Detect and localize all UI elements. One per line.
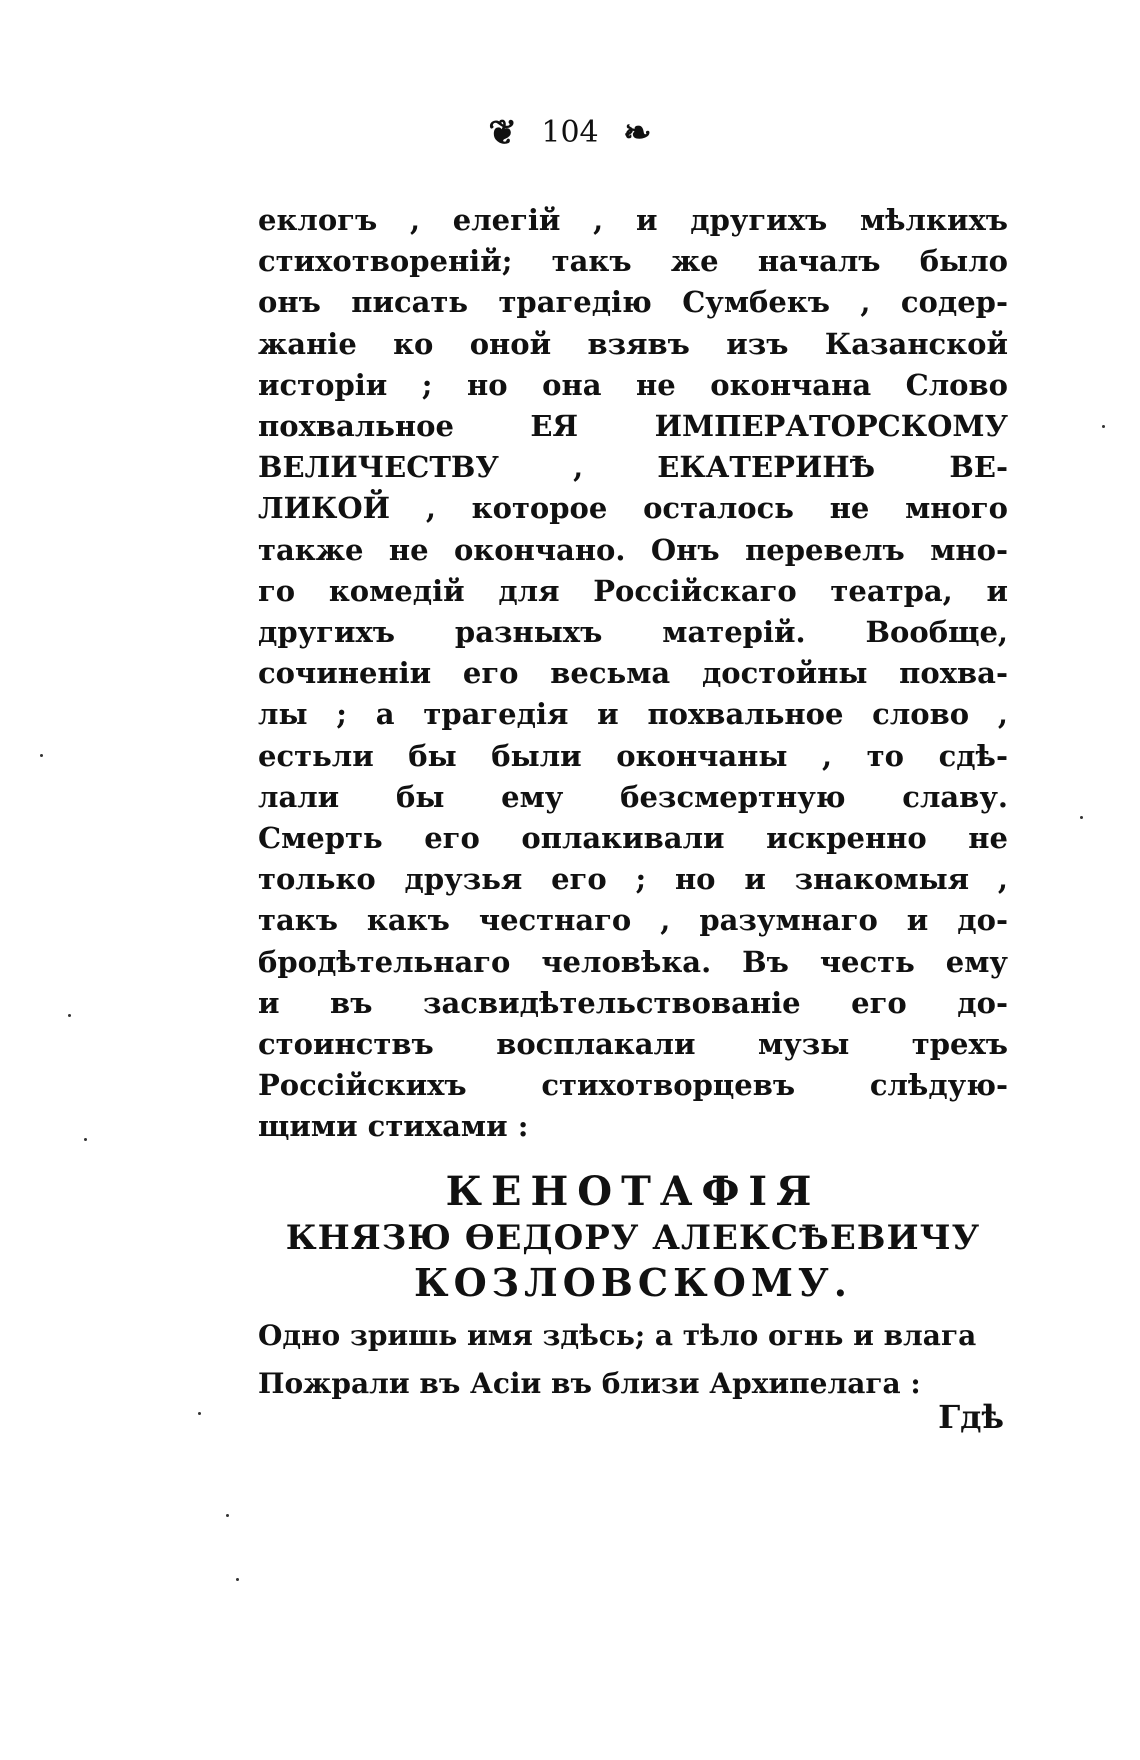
page-header bbox=[0, 112, 1140, 153]
title-line-2: КНЯЗЮ ѲЕДОРУ АЛЕКСѢЕВИЧУ bbox=[285, 1218, 981, 1258]
text-line: щими стихами : bbox=[258, 1109, 529, 1144]
text-line: бродѣтельнаго человѣка. Въ честь ему bbox=[258, 944, 1008, 979]
print-speck bbox=[1080, 816, 1083, 819]
text-line: только друзья его ; но и знакомыя , bbox=[258, 862, 1008, 897]
print-speck bbox=[236, 1578, 239, 1581]
text-line: такъ какъ честнаго , разумнаго и до- bbox=[258, 903, 1008, 938]
text-line: стоинствъ восплакали музы трехъ bbox=[258, 1027, 1008, 1062]
text-line: и въ засвидѣтельствованіе его до- bbox=[258, 985, 1008, 1020]
text-line: Россійскихъ стихотворцевъ слѣдую- bbox=[258, 1068, 1008, 1103]
print-speck bbox=[40, 754, 43, 757]
catchword: Гдѣ bbox=[938, 1398, 1004, 1436]
text-line: ВЕЛИЧЕСТВУ , ЕКАТЕРИНѢ ВЕ- bbox=[258, 450, 1008, 485]
body-paragraph bbox=[258, 200, 1008, 1148]
print-speck bbox=[226, 1514, 229, 1517]
verse-line: Пожрали въ Асіи въ близи Архипелага : bbox=[258, 1367, 921, 1400]
print-speck bbox=[84, 1138, 87, 1141]
print-speck bbox=[1102, 425, 1105, 428]
right-ornament-icon: ❧ bbox=[623, 113, 652, 153]
text-line: также не окончано. Онъ перевелъ мно- bbox=[258, 532, 1008, 567]
text-line: стихотвореній; такъ же началъ было bbox=[258, 244, 1008, 279]
print-speck bbox=[198, 1412, 201, 1415]
text-line: ЛИКОЙ , которое осталось не много bbox=[258, 491, 1008, 526]
title-line-1: КЕНОТАФІЯ bbox=[445, 1168, 821, 1215]
title-line-3: КОЗЛОВСКОМУ. bbox=[414, 1260, 852, 1305]
print-speck bbox=[68, 1014, 71, 1017]
verse-block bbox=[258, 1312, 1008, 1408]
text-line: лали бы ему безсмертную славу. bbox=[258, 779, 1008, 814]
text-line: Смерть его оплакивали искренно не bbox=[258, 821, 1008, 856]
text-line: похвальное ЕЯ ИМПЕРАТОРСКОМУ bbox=[258, 409, 1008, 444]
epitaph-title bbox=[258, 1168, 1008, 1306]
text-line: жаніе ко оной взявъ изъ Казанской bbox=[258, 326, 1008, 361]
left-ornament-icon: ❦ bbox=[488, 113, 517, 153]
text-line: другихъ разныхъ матерій. Вообще, bbox=[258, 615, 1008, 650]
text-line: сочиненіи его весьма достойны похва- bbox=[258, 656, 1008, 691]
text-line: исторіи ; но она не окончана Слово bbox=[258, 367, 1008, 402]
text-line: естьли бы были окончаны , то сдѣ- bbox=[258, 738, 1008, 773]
verse-line: Одно зришь имя здѣсь; а тѣло огнь и влага bbox=[258, 1319, 977, 1352]
text-line: лы ; а трагедія и похвальное слово , bbox=[258, 697, 1008, 732]
page-number: 104 bbox=[541, 115, 599, 150]
text-line: еклогъ , елегій , и другихъ мѣлкихъ bbox=[258, 203, 1008, 237]
text-line: онъ писать трагедію Сумбекъ , содер- bbox=[258, 285, 1008, 320]
text-line: го комедій для Россійскаго театра, и bbox=[258, 573, 1008, 608]
